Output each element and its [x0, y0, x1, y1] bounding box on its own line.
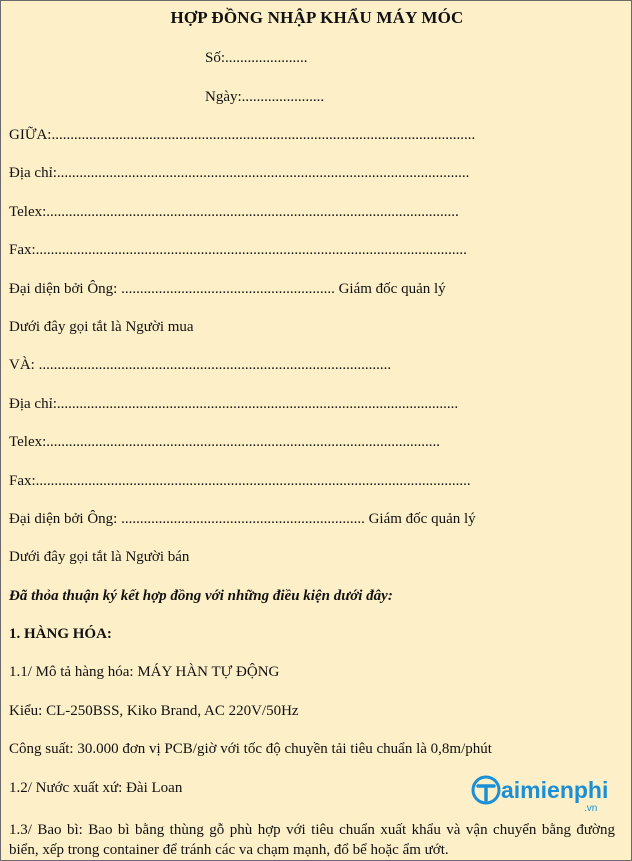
- contract-date-field: Ngày:......................: [205, 89, 325, 105]
- watermark-brand: aimienphi: [501, 777, 609, 803]
- seller-designation-line: Dưới đây gọi tắt là Người bán: [9, 549, 190, 565]
- buyer-name-line: GIỮA:.................................................................................................................: [9, 127, 476, 143]
- seller-name-line: VÀ: ..............................................................................................: [9, 357, 392, 373]
- agreement-statement: Đã thỏa thuận ký kết hợp đồng với những điều kiện dưới đây:: [9, 588, 393, 604]
- contract-number-field: Số:......................: [205, 50, 308, 66]
- seller-telex-line: Telex:.........................................................................................................: [9, 434, 441, 450]
- document-title: HỢP ĐỒNG NHẬP KHẨU MÁY MÓC: [170, 8, 464, 27]
- buyer-telex-line: Telex:..............................................................................................................: [9, 204, 459, 220]
- buyer-fax-line: Fax:...................................................................................................................: [9, 242, 467, 258]
- goods-capacity: Công suất: 30.000 đơn vị PCB/giờ với tốc độ chuyền tải tiêu chuẩn là 0,8m/phút: [9, 741, 492, 757]
- goods-packaging: 1.3/ Bao bì: Bao bì bằng thùng gỗ phù hợp với tiêu chuẩn xuất khẩu và vận chuyển bằng đường biển, xếp trong container để tránh các va chạm mạnh, đổ bể hoặc ẩm ướt.: [9, 822, 615, 858]
- taimienphi-logo-icon: [471, 775, 501, 805]
- section-1-heading: 1. HÀNG HÓA:: [9, 626, 112, 642]
- buyer-designation-line: Dưới đây gọi tắt là Người mua: [9, 319, 194, 335]
- goods-description: 1.1/ Mô tả hàng hóa: MÁY HÀN TỰ ĐỘNG: [9, 664, 280, 680]
- watermark-suffix: .vn: [584, 803, 598, 814]
- seller-representative-line: Đại diện bởi Ông: ................................................................. Giám đốc quản lý: [9, 511, 476, 527]
- goods-model: Kiểu: CL-250BSS, Kiko Brand, AC 220V/50Hz: [9, 703, 299, 719]
- buyer-representative-line: Đại diện bởi Ông: ......................................................... Giám đốc quản lý: [9, 281, 446, 297]
- seller-address-line: Địa chỉ:...........................................................................................................: [9, 396, 459, 412]
- seller-fax-line: Fax:....................................................................................................................: [9, 473, 471, 489]
- goods-origin: 1.2/ Nước xuất xứ: Đài Loan: [9, 780, 183, 796]
- buyer-address-line: Địa chỉ:..............................................................................................................: [9, 165, 470, 181]
- watermark-logo: [467, 771, 617, 815]
